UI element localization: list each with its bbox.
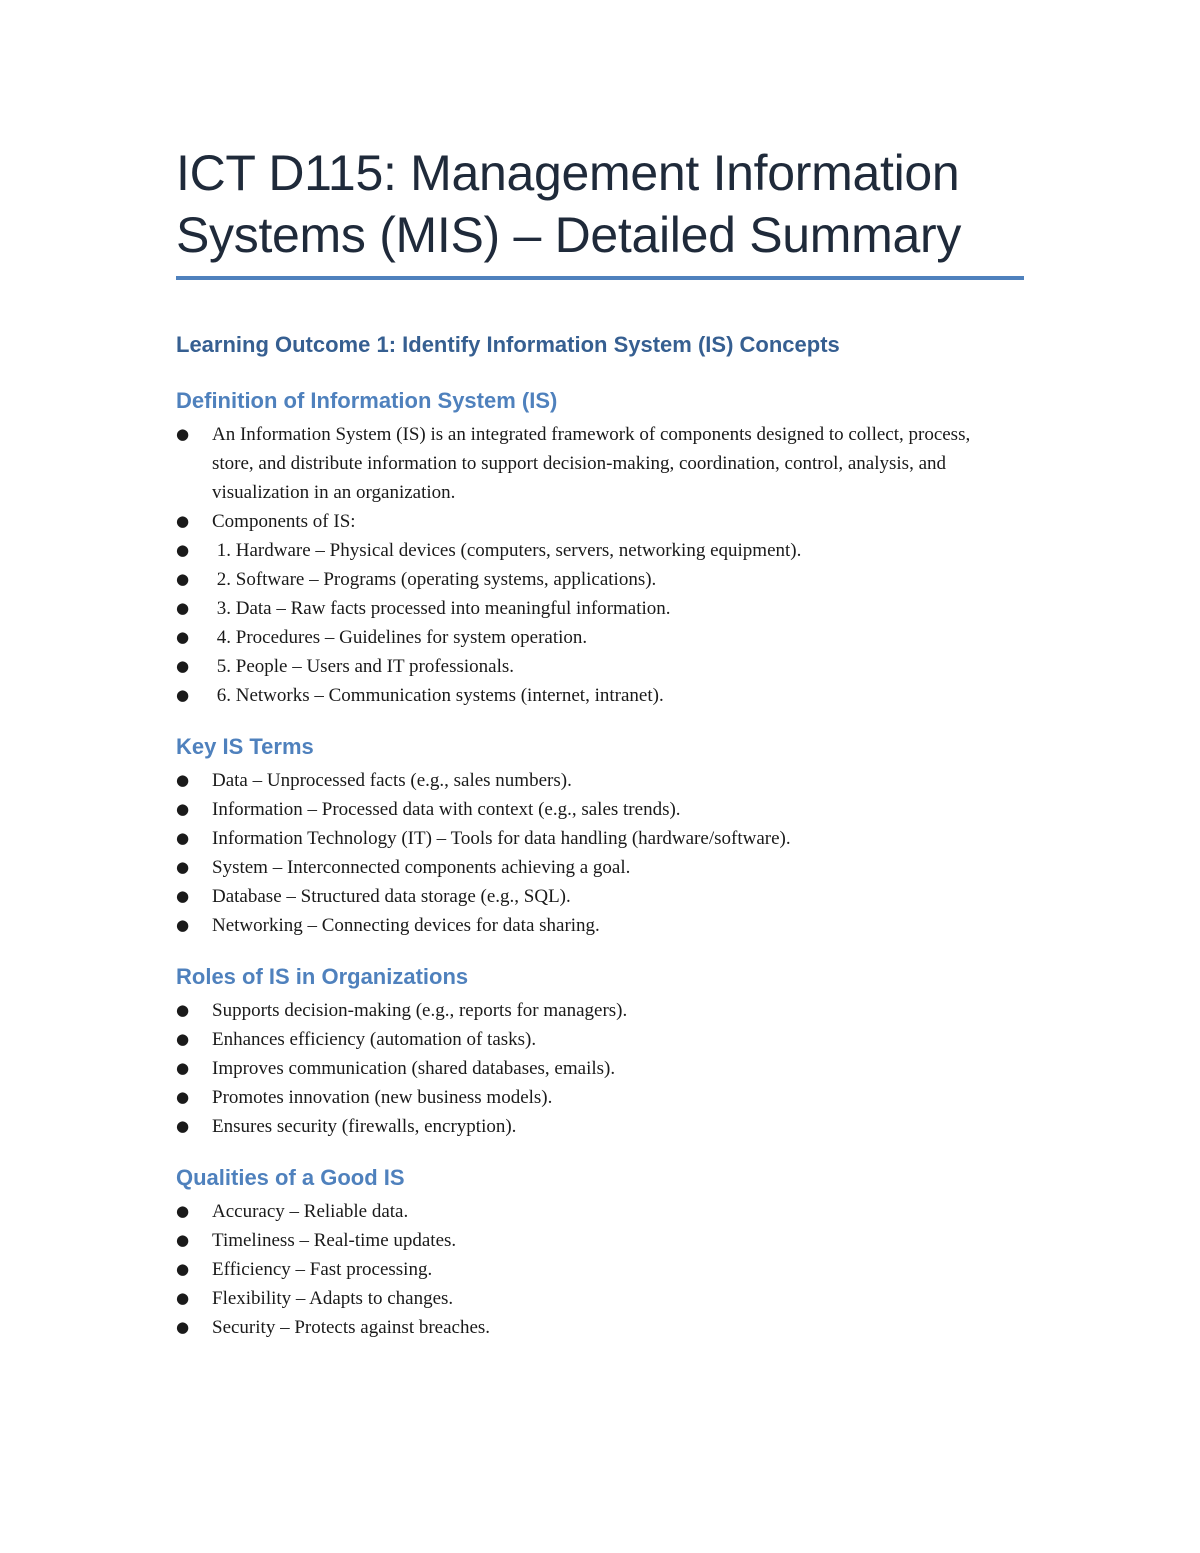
list-item [176,766,992,795]
list-item [176,911,992,940]
bullet-icon [176,824,190,853]
document-title [176,142,1026,266]
bullet-icon [176,911,190,940]
bullet-icon [176,652,190,681]
list-item [176,853,992,882]
list-item-text: 4. Procedures – Guidelines for system operation. [212,627,588,648]
list-item [176,996,992,1025]
list-item [176,565,992,594]
list-item-text: Supports decision-making (e.g., reports for managers). [212,1000,628,1021]
list-item [176,507,992,536]
document-title-line-2: Systems (MIS) – Detailed Summary [176,207,962,263]
bullet-icon [176,1054,190,1083]
section-0 [176,386,1026,710]
list-item [176,594,992,623]
list-item [176,1313,992,1342]
bullet-icon [176,507,190,536]
list-item-text: Security – Protects against breaches. [212,1317,491,1338]
bullet-icon [176,1226,190,1255]
list-item-text: Components of IS: [212,511,356,532]
bullet-icon [176,853,190,882]
document-content [176,142,1026,1342]
list-item [176,824,992,853]
list-item-text: Timeliness – Real-time updates. [212,1230,457,1251]
bullet-icon [176,536,190,565]
list-item [176,652,992,681]
list-item [176,1255,992,1284]
bullet-list [176,996,1026,1141]
list-item [176,795,992,824]
bullet-icon [176,996,190,1025]
bullet-icon [176,681,190,710]
bullet-icon [176,1313,190,1342]
bullet-list [176,420,1026,710]
list-item-text: Data – Unprocessed facts (e.g., sales numbers). [212,770,572,791]
bullet-icon [176,1025,190,1054]
sections-container [176,386,1026,1342]
bullet-icon [176,882,190,911]
section-3 [176,1163,1026,1342]
list-item [176,1112,992,1141]
list-item-text: An Information System (IS) is an integrated framework of components designed to collect, process, store, and distribute information to support decision-making, coordination, control, analysis, and visualization in an organization. [212,424,975,503]
section-heading: Key IS Terms [176,734,314,759]
title-underline-rule [176,276,1024,280]
list-item [176,882,992,911]
bullet-icon [176,594,190,623]
bullet-list [176,766,1026,940]
list-item-text: Information – Processed data with context (e.g., sales trends). [212,799,681,820]
section-1 [176,732,1026,940]
bullet-icon [176,623,190,652]
list-item [176,1083,992,1112]
bullet-icon [176,565,190,594]
list-item-text: 2. Software – Programs (operating systems, applications). [212,569,657,590]
bullet-icon [176,1284,190,1313]
list-item [176,1054,992,1083]
list-item [176,420,992,507]
list-item-text: Promotes innovation (new business models). [212,1087,553,1108]
list-item-text: Flexibility – Adapts to changes. [212,1288,454,1309]
list-item-text: Networking – Connecting devices for data sharing. [212,915,600,936]
list-item [176,681,992,710]
list-item [176,1197,992,1226]
bullet-icon [176,420,190,449]
list-item-text: 5. People – Users and IT professionals. [212,656,515,677]
bullet-icon [176,1083,190,1112]
list-item-text: System – Interconnected components achieving a goal. [212,857,631,878]
bullet-icon [176,766,190,795]
list-item-text: Information Technology (IT) – Tools for data handling (hardware/software). [212,828,791,849]
learning-outcome-heading: Learning Outcome 1: Identify Information System (IS) Concepts [176,332,840,357]
bullet-icon [176,1255,190,1284]
section-2 [176,962,1026,1141]
list-item-text: Efficiency – Fast processing. [212,1259,433,1280]
bullet-icon [176,1197,190,1226]
document-title-line-1: ICT D115: Management Information [176,145,960,201]
list-item [176,623,992,652]
list-item-text: Database – Structured data storage (e.g., SQL). [212,886,571,907]
list-item-text: Ensures security (firewalls, encryption). [212,1116,517,1137]
list-item [176,1284,992,1313]
list-item-text: 6. Networks – Communication systems (internet, intranet). [212,685,664,706]
bullet-list [176,1197,1026,1342]
section-heading: Definition of Information System (IS) [176,388,558,413]
list-item-text: Enhances efficiency (automation of tasks). [212,1029,537,1050]
list-item-text: Improves communication (shared databases, emails). [212,1058,616,1079]
list-item-text: 3. Data – Raw facts processed into meaningful information. [212,598,671,619]
list-item [176,1226,992,1255]
list-item [176,1025,992,1054]
list-item-text: 1. Hardware – Physical devices (computers, servers, networking equipment). [212,540,802,561]
list-item-text: Accuracy – Reliable data. [212,1201,409,1222]
bullet-icon [176,795,190,824]
list-item [176,536,992,565]
bullet-icon [176,1112,190,1141]
section-heading: Roles of IS in Organizations [176,964,469,989]
section-heading: Qualities of a Good IS [176,1165,405,1190]
